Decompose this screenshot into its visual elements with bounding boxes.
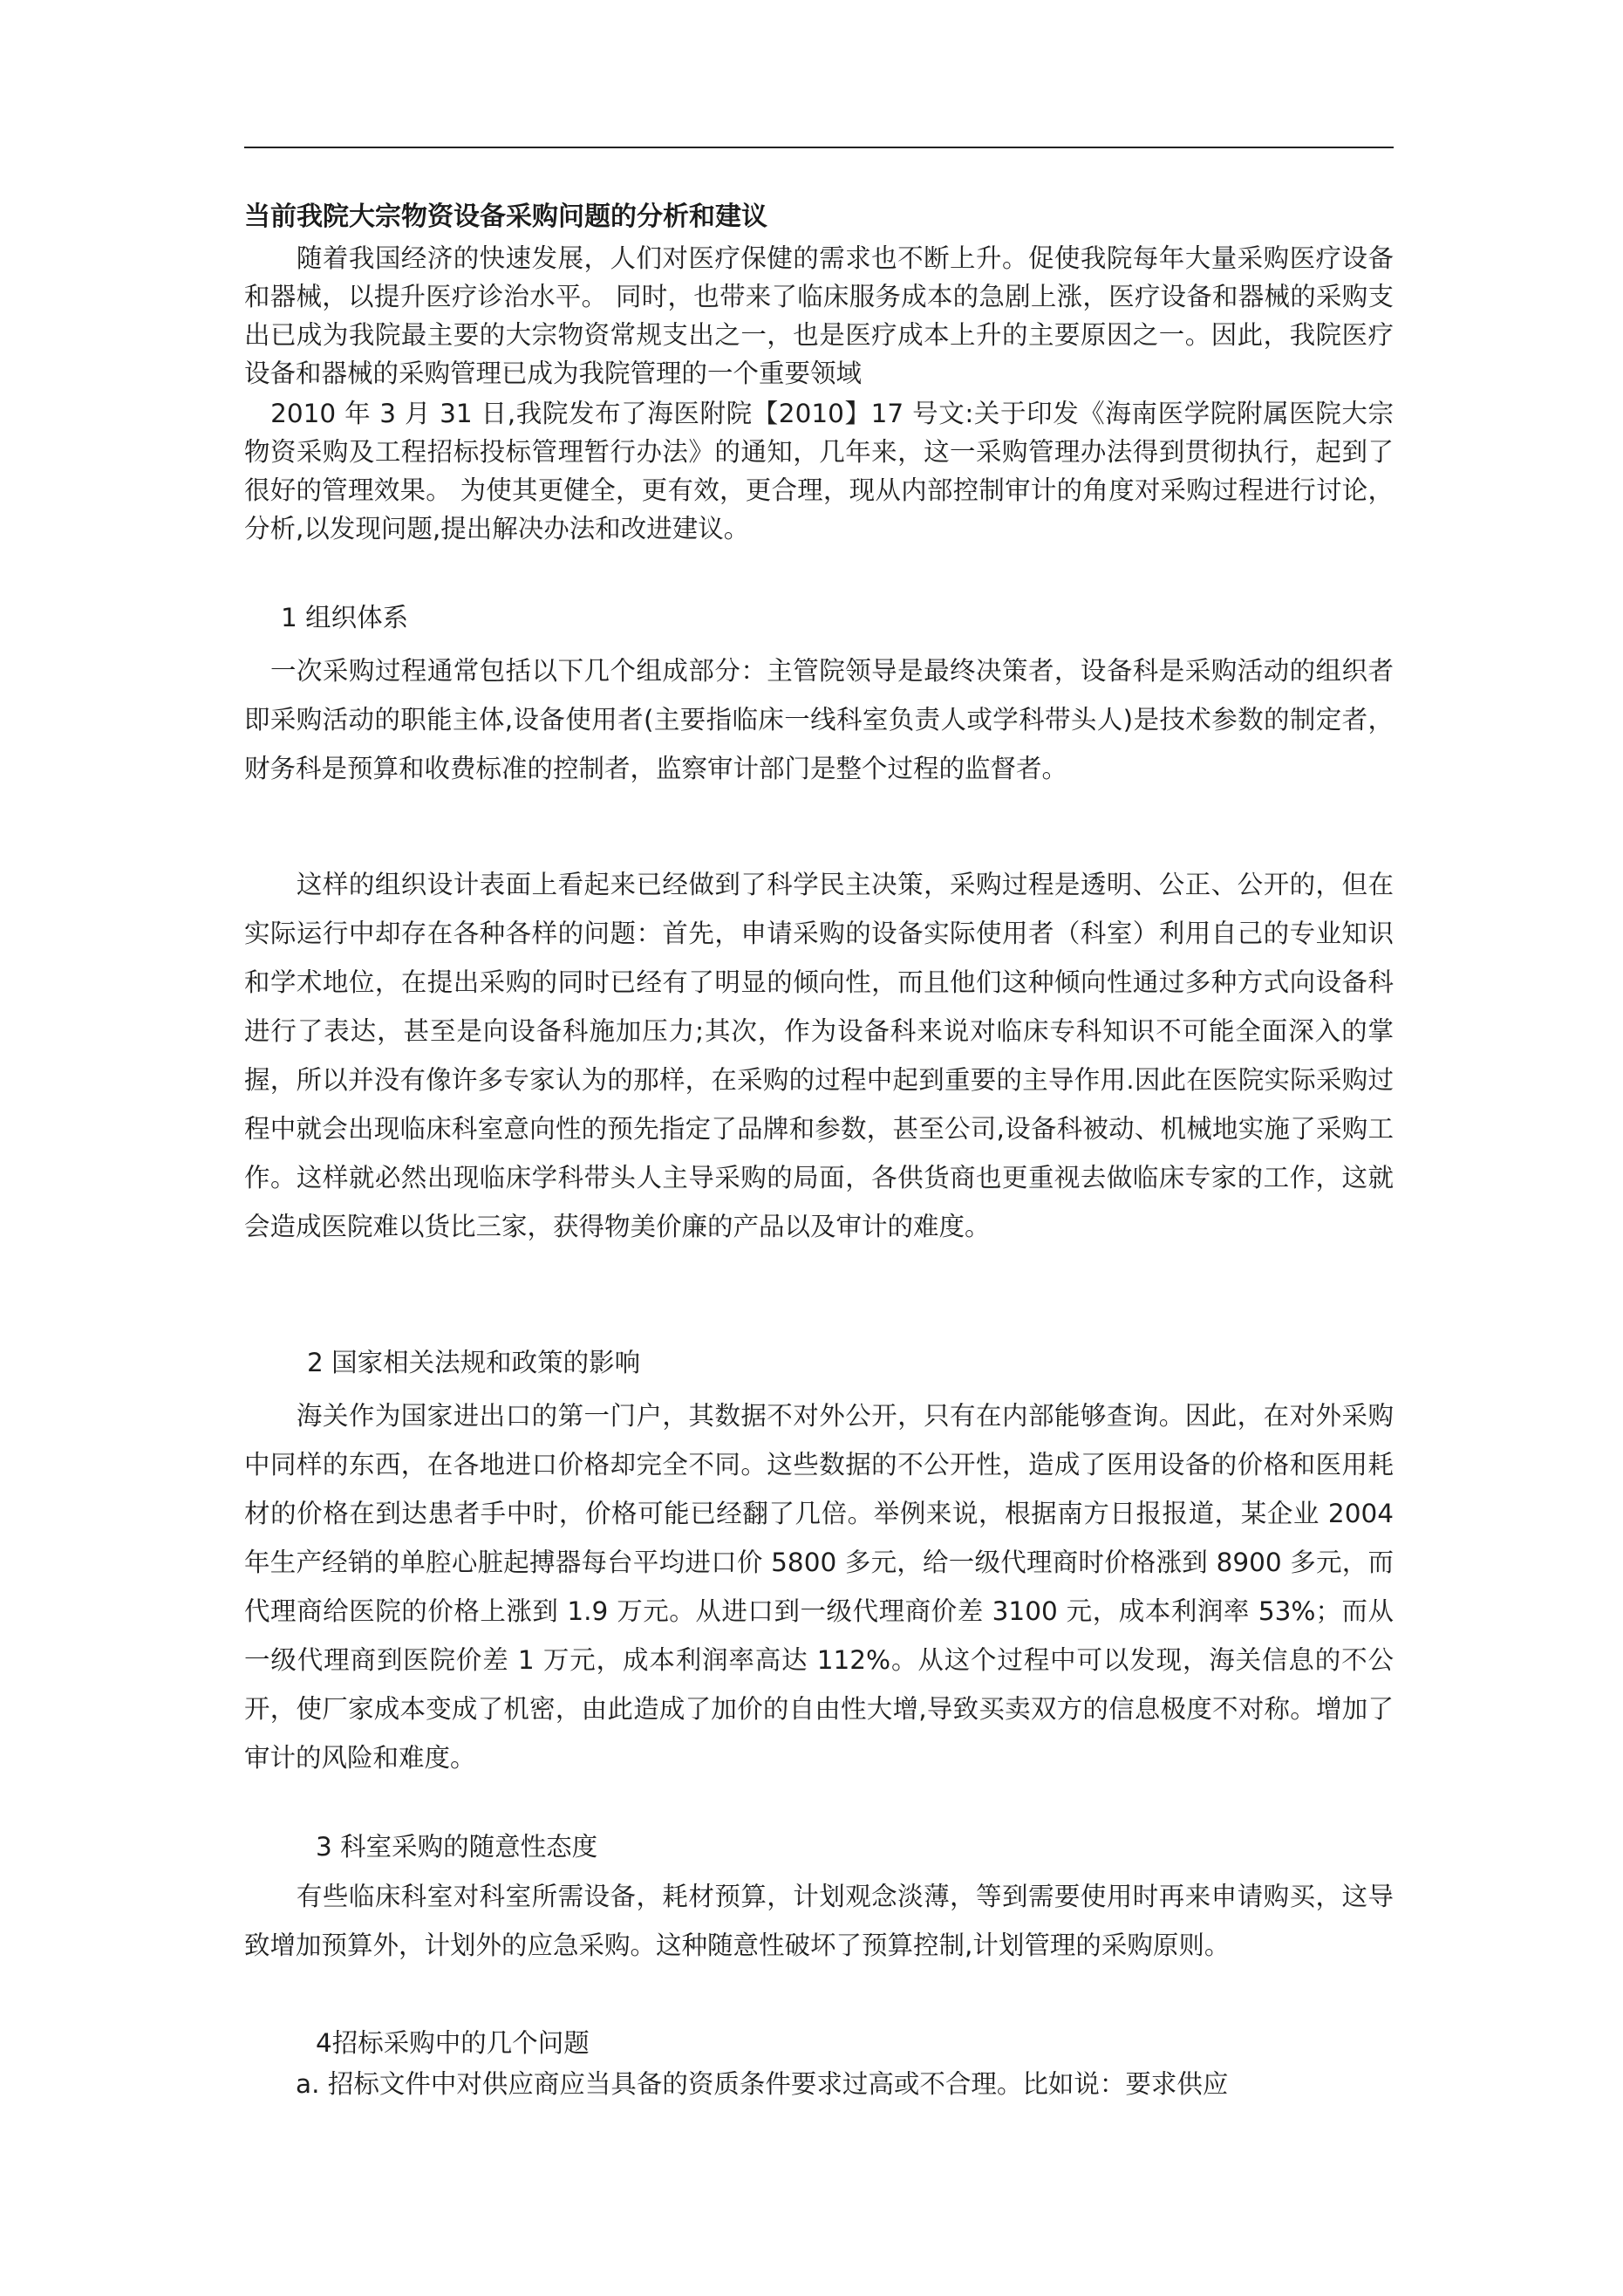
section-heading-2: 2 国家相关法规和政策的影响: [307, 1348, 641, 1377]
paragraph-s4-a: a. 招标文件中对供应商应当具备的资质条件要求过高或不合理。比如说：要求供应: [244, 2069, 1229, 2099]
paragraph-s1-body1: 一次采购过程通常包括以下几个组成部分：主管院领导是最终决策者，设备科是采购活动的组织者即采购活动的职能主体,设备使用者(主要指临床一线科室负责人或学科带头人)是技术参数的制定者，财务科是预算和收费标准的控制者，监察审计部门是整个过程的监督者。: [244, 656, 1394, 783]
section-heading-3: 3 科室采购的随意性态度: [316, 1832, 598, 1862]
paragraph-s1-body2: 这样的组织设计表面上看起来已经做到了科学民主决策，采购过程是透明、公正、公开的，但在实际运行中却存在各种各样的问题：首先，申请采购的设备实际使用者（科室）利用自己的专业知识和学术地位，在提出采购的同时已经有了明显的倾向性，而且他们这种倾向性通过多种方式向设备科进行了表达，甚至是向设备科施加压力;其次，作为设备科来说对临床专科知识不可能全面深入的掌握，所以并没有像许多专家认为的那样，在采购的过程中起到重要的主导作用.因此在医院实际采购过程中就会出现临床科室意向性的预先指定了品牌和参数，甚至公司,设备科被动、机械地实施了采购工作。这样就必然出现临床学科带头人主导采购的局面，各供货商也更重视去做临床专家的工作，这就会造成医院难以货比三家，获得物美价廉的产品以及审计的难度。: [244, 870, 1394, 1241]
paragraph-notice: 2010 年 3 月 31 日,我院发布了海医附院【2010】17 号文:关于印发《海南医学院附属医院大宗物资采购及工程招标投标管理暂行办法》的通知，几年来，这一采购管理办法得到贯彻执行，起到了很好的管理效果。 为使其更健全，更有效，更合理，现从内部控制审计的角度对采购过程进行讨论，分析,以发现问题,提出解决办法和改进建议。: [244, 399, 1394, 543]
section-heading-1: 1 组织体系: [281, 603, 409, 632]
document-title: 当前我院大宗物资设备采购问题的分析和建议: [244, 202, 767, 232]
paragraph-s2-body: 海关作为国家进出口的第一门户，其数据不对外公开，只有在内部能够查询。因此，在对外采购中同样的东西，在各地进口价格却完全不同。这些数据的不公开性，造成了医用设备的价格和医用耗材的价格在到达患者手中时，价格可能已经翻了几倍。举例来说，根据南方日报报道，某企业 2004 年生产经销的单腔心脏起搏器每台平均进口价 5800 多元，给一级代理商时价格涨到 8900 多元，而代理商给医院的价格上涨到 1.9 万元。从进口到一级代理商价差 3100 元，成本利润率 53%；而从一级代理商到医院价差 1 万元，成本利润率高达 112%。从这个过程中可以发现，海关信息的不公开，使厂家成本变成了机密，由此造成了加价的自由性大增,导致买卖双方的信息极度不对称。增加了审计的风险和难度。: [244, 1401, 1394, 1773]
header-rule: [244, 147, 1394, 148]
paragraph-intro: 随着我国经济的快速发展，人们对医疗保健的需求也不断上升。促使我院每年大量采购医疗设备和器械，以提升医疗诊治水平。 同时，也带来了临床服务成本的急剧上涨，医疗设备和器械的采购支出已成为我院最主要的大宗物资常规支出之一，也是医疗成本上升的主要原因之一。因此，我院医疗设备和器械的采购管理已成为我院管理的一个重要领域: [244, 243, 1394, 388]
section-heading-4: 4招标采购中的几个问题: [316, 2028, 590, 2058]
paragraph-s3-body: 有些临床科室对科室所需设备，耗材预算，计划观念淡薄，等到需要使用时再来申请购买，这导致增加预算外，计划外的应急采购。这种随意性破坏了预算控制,计划管理的采购原则。: [244, 1882, 1394, 1960]
